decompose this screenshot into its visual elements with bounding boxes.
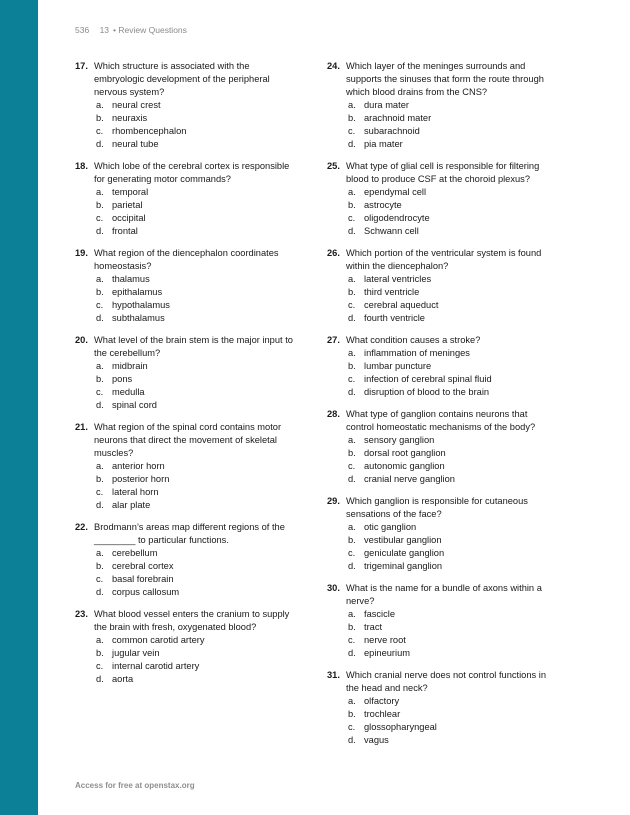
question-item [75,521,295,599]
question-number: 21. [75,422,88,432]
option-text: ependymal cell [364,187,427,197]
answer-option [94,547,295,560]
question-text: Which portion of the ventricular system is found within the diencephalon? [346,248,542,271]
question-text: Which lobe of the cerebral cortex is responsible for generating motor commands? [94,161,290,184]
side-color-bar [0,0,38,815]
question-item [327,334,547,399]
option-text: disruption of blood to the brain [364,387,490,397]
right-column [327,60,547,747]
answer-option [346,608,547,621]
question-item [327,495,547,573]
question-item [75,608,295,686]
option-letter: d. [348,474,356,484]
option-letter: a. [348,696,356,706]
option-letter: c. [96,300,104,310]
answer-option [346,212,547,225]
question-item [327,669,547,747]
option-letter: a. [348,348,356,358]
answer-options [94,460,295,512]
answer-options [346,695,547,747]
option-text: glossopharyngeal [364,722,437,732]
option-letter: b. [348,200,356,210]
option-letter: d. [96,500,104,510]
question-text: What is the name for a bundle of axons within a nerve? [346,583,542,606]
question-text: Which ganglion is responsible for cutaneous sensations of the face? [346,496,528,519]
answer-option [346,299,547,312]
answer-option [346,286,547,299]
answer-option [94,373,295,386]
option-letter: b. [348,448,356,458]
option-text: oligodendrocyte [364,213,430,223]
question-number: 18. [75,161,88,171]
answer-option [346,186,547,199]
option-text: spinal cord [112,400,157,410]
answer-option [346,695,547,708]
answer-option [94,660,295,673]
option-text: lateral ventricles [364,274,432,284]
option-text: midbrain [112,361,148,371]
option-letter: a. [96,100,104,110]
answer-option [94,473,295,486]
question-number: 31. [327,670,340,680]
header-separator: • [113,25,117,35]
question-text: Which layer of the meninges surrounds and supports the sinuses that form the route through which blood drains from the CNS? [346,61,544,97]
question-item [327,247,547,325]
option-text: infection of cerebral spinal fluid [364,374,492,384]
option-letter: d. [348,561,356,571]
option-text: basal forebrain [112,574,174,584]
option-letter: c. [96,661,104,671]
answer-option [346,473,547,486]
question-number: 17. [75,61,88,71]
option-letter: c. [96,487,104,497]
option-text: arachnoid mater [364,113,432,123]
question-text: Brodmann’s areas map different regions of the ________ to particular functions. [94,522,285,545]
option-letter: a. [348,522,356,532]
option-text: dura mater [364,100,409,110]
option-text: subthalamus [112,313,165,323]
answer-option [346,647,547,660]
option-letter: c. [348,722,356,732]
option-text: corpus callosum [112,587,180,597]
question-number: 28. [327,409,340,419]
question-text: What region of the diencephalon coordinates homeostasis? [94,248,279,271]
option-letter: b. [96,648,104,658]
option-letter: a. [348,100,356,110]
option-letter: c. [348,300,356,310]
answer-options [94,186,295,238]
option-text: medulla [112,387,145,397]
option-text: otic ganglion [364,522,417,532]
option-letter: d. [96,313,104,323]
question-text: Which structure is associated with the embryologic development of the peripheral nervous system? [94,61,270,97]
option-text: epineurium [364,648,410,658]
answer-option [94,312,295,325]
page-footer: Access for free at openstax.org [75,781,195,790]
option-text: cranial nerve ganglion [364,474,455,484]
answer-option [94,125,295,138]
answer-option [94,273,295,286]
answer-option [94,573,295,586]
option-letter: c. [96,574,104,584]
page-number: 536 [75,25,90,35]
answer-option [346,547,547,560]
page-header [75,25,187,35]
option-letter: d. [348,313,356,323]
option-text: geniculate ganglion [364,548,445,558]
option-text: astrocyte [364,200,402,210]
option-letter: a. [96,187,104,197]
option-letter: b. [348,287,356,297]
option-letter: b. [348,535,356,545]
question-text: Which cranial nerve does not control functions in the head and neck? [346,670,546,693]
question-number: 22. [75,522,88,532]
answer-option [346,125,547,138]
option-letter: d. [96,226,104,236]
option-letter: d. [96,400,104,410]
option-text: dorsal root ganglion [364,448,446,458]
option-letter: a. [348,609,356,619]
question-item [327,60,547,151]
option-letter: b. [348,709,356,719]
option-text: neural tube [112,139,159,149]
answer-option [94,360,295,373]
option-text: inflammation of meninges [364,348,470,358]
answer-option [94,560,295,573]
question-number: 26. [327,248,340,258]
option-letter: a. [96,548,104,558]
question-text: What type of glial cell is responsible for filtering blood to produce CSF at the choroid plexus? [346,161,540,184]
question-item [75,247,295,325]
answer-option [94,199,295,212]
answer-option [94,460,295,473]
option-letter: b. [96,287,104,297]
chapter-number: 13 [99,25,110,35]
answer-option [346,634,547,647]
option-letter: d. [348,735,356,745]
option-letter: d. [348,226,356,236]
answer-option [346,138,547,151]
answer-option [346,560,547,573]
option-letter: a. [96,635,104,645]
answer-option [94,138,295,151]
option-text: tract [364,622,383,632]
option-letter: a. [348,187,356,197]
answer-options [94,99,295,151]
answer-options [346,186,547,238]
option-letter: c. [348,126,356,136]
option-text: lateral horn [112,487,159,497]
answer-option [94,299,295,312]
option-text: fascicle [364,609,396,619]
option-letter: b. [348,113,356,123]
question-text: What level of the brain stem is the major input to the cerebellum? [94,335,293,358]
option-letter: a. [348,435,356,445]
answer-options [346,608,547,660]
option-text: pons [112,374,133,384]
answer-option [94,634,295,647]
option-letter: d. [96,587,104,597]
option-letter: d. [96,674,104,684]
answer-option [94,499,295,512]
answer-option [346,721,547,734]
question-number: 20. [75,335,88,345]
question-text: What region of the spinal cord contains motor neurons that direct the movement of skeletal muscles? [94,422,282,458]
option-letter: d. [96,139,104,149]
question-number: 23. [75,609,88,619]
option-text: vagus [364,735,389,745]
option-text: temporal [112,187,149,197]
option-text: neural crest [112,100,161,110]
answer-option [94,486,295,499]
option-text: frontal [112,226,138,236]
option-text: nerve root [364,635,406,645]
option-letter: a. [348,274,356,284]
option-letter: a. [96,361,104,371]
answer-option [346,434,547,447]
option-letter: c. [96,213,104,223]
question-number: 30. [327,583,340,593]
option-text: cerebral cortex [112,561,174,571]
left-column [75,60,295,686]
answer-option [94,586,295,599]
answer-options [94,634,295,686]
option-text: Schwann cell [364,226,419,236]
option-text: sensory ganglion [364,435,435,445]
answer-option [94,386,295,399]
answer-options [346,347,547,399]
option-letter: d. [348,387,356,397]
option-letter: b. [348,622,356,632]
question-text: What blood vessel enters the cranium to supply the brain with fresh, oxygenated blood? [94,609,290,632]
option-text: trochlear [364,709,401,719]
option-letter: b. [96,374,104,384]
option-letter: d. [348,139,356,149]
option-text: cerebral aqueduct [364,300,439,310]
answer-option [94,647,295,660]
option-text: thalamus [112,274,150,284]
option-text: pia mater [364,139,403,149]
option-text: olfactory [364,696,400,706]
option-text: anterior horn [112,461,165,471]
answer-option [346,521,547,534]
answer-option [346,199,547,212]
option-letter: c. [96,387,104,397]
answer-option [346,225,547,238]
question-text: What condition causes a stroke? [346,335,481,345]
option-text: posterior horn [112,474,170,484]
question-number: 27. [327,335,340,345]
option-text: common carotid artery [112,635,205,645]
answer-option [346,112,547,125]
question-item [75,421,295,512]
option-text: cerebellum [112,548,158,558]
answer-option [94,212,295,225]
option-text: occipital [112,213,146,223]
question-item [327,160,547,238]
option-text: aorta [112,674,134,684]
option-letter: d. [348,648,356,658]
question-number: 29. [327,496,340,506]
answer-option [346,534,547,547]
answer-option [94,112,295,125]
option-text: rhombencephalon [112,126,187,136]
question-item [75,60,295,151]
answer-option [346,386,547,399]
answer-option [346,347,547,360]
answer-option [94,225,295,238]
option-letter: c. [348,461,356,471]
answer-option [94,99,295,112]
answer-option [94,186,295,199]
option-text: autonomic ganglion [364,461,445,471]
option-text: lumbar puncture [364,361,432,371]
answer-options [94,547,295,599]
answer-options [346,273,547,325]
answer-option [346,708,547,721]
answer-option [94,286,295,299]
option-text: internal carotid artery [112,661,200,671]
option-letter: c. [348,213,356,223]
option-letter: c. [96,126,104,136]
answer-option [346,373,547,386]
answer-option [346,99,547,112]
option-letter: c. [348,548,356,558]
option-text: trigeminal ganglion [364,561,443,571]
option-letter: b. [96,113,104,123]
answer-options [346,521,547,573]
answer-option [346,273,547,286]
option-text: vestibular ganglion [364,535,442,545]
answer-option [346,447,547,460]
option-text: third ventricle [364,287,420,297]
answer-options [346,99,547,151]
option-text: subarachnoid [364,126,420,136]
answer-option [94,399,295,412]
option-letter: c. [348,635,356,645]
question-item [75,160,295,238]
question-text: What type of ganglion contains neurons that control homeostatic mechanisms of the body? [346,409,536,432]
option-letter: a. [96,461,104,471]
answer-option [346,360,547,373]
option-text: hypothalamus [112,300,170,310]
option-letter: b. [96,200,104,210]
option-text: neuraxis [112,113,148,123]
option-text: alar plate [112,500,151,510]
question-number: 25. [327,161,340,171]
answer-option [346,312,547,325]
section-title: Review Questions [118,25,187,35]
question-item [327,582,547,660]
question-item [327,408,547,486]
option-text: jugular vein [112,648,160,658]
answer-option [346,621,547,634]
option-text: epithalamus [112,287,163,297]
option-text: fourth ventricle [364,313,425,323]
question-item [75,334,295,412]
answer-options [94,360,295,412]
question-number: 19. [75,248,88,258]
option-letter: a. [96,274,104,284]
option-letter: b. [348,361,356,371]
answer-options [94,273,295,325]
answer-option [346,460,547,473]
answer-option [346,734,547,747]
answer-option [94,673,295,686]
option-letter: c. [348,374,356,384]
answer-options [346,434,547,486]
option-letter: b. [96,474,104,484]
question-number: 24. [327,61,340,71]
option-text: parietal [112,200,143,210]
option-letter: b. [96,561,104,571]
